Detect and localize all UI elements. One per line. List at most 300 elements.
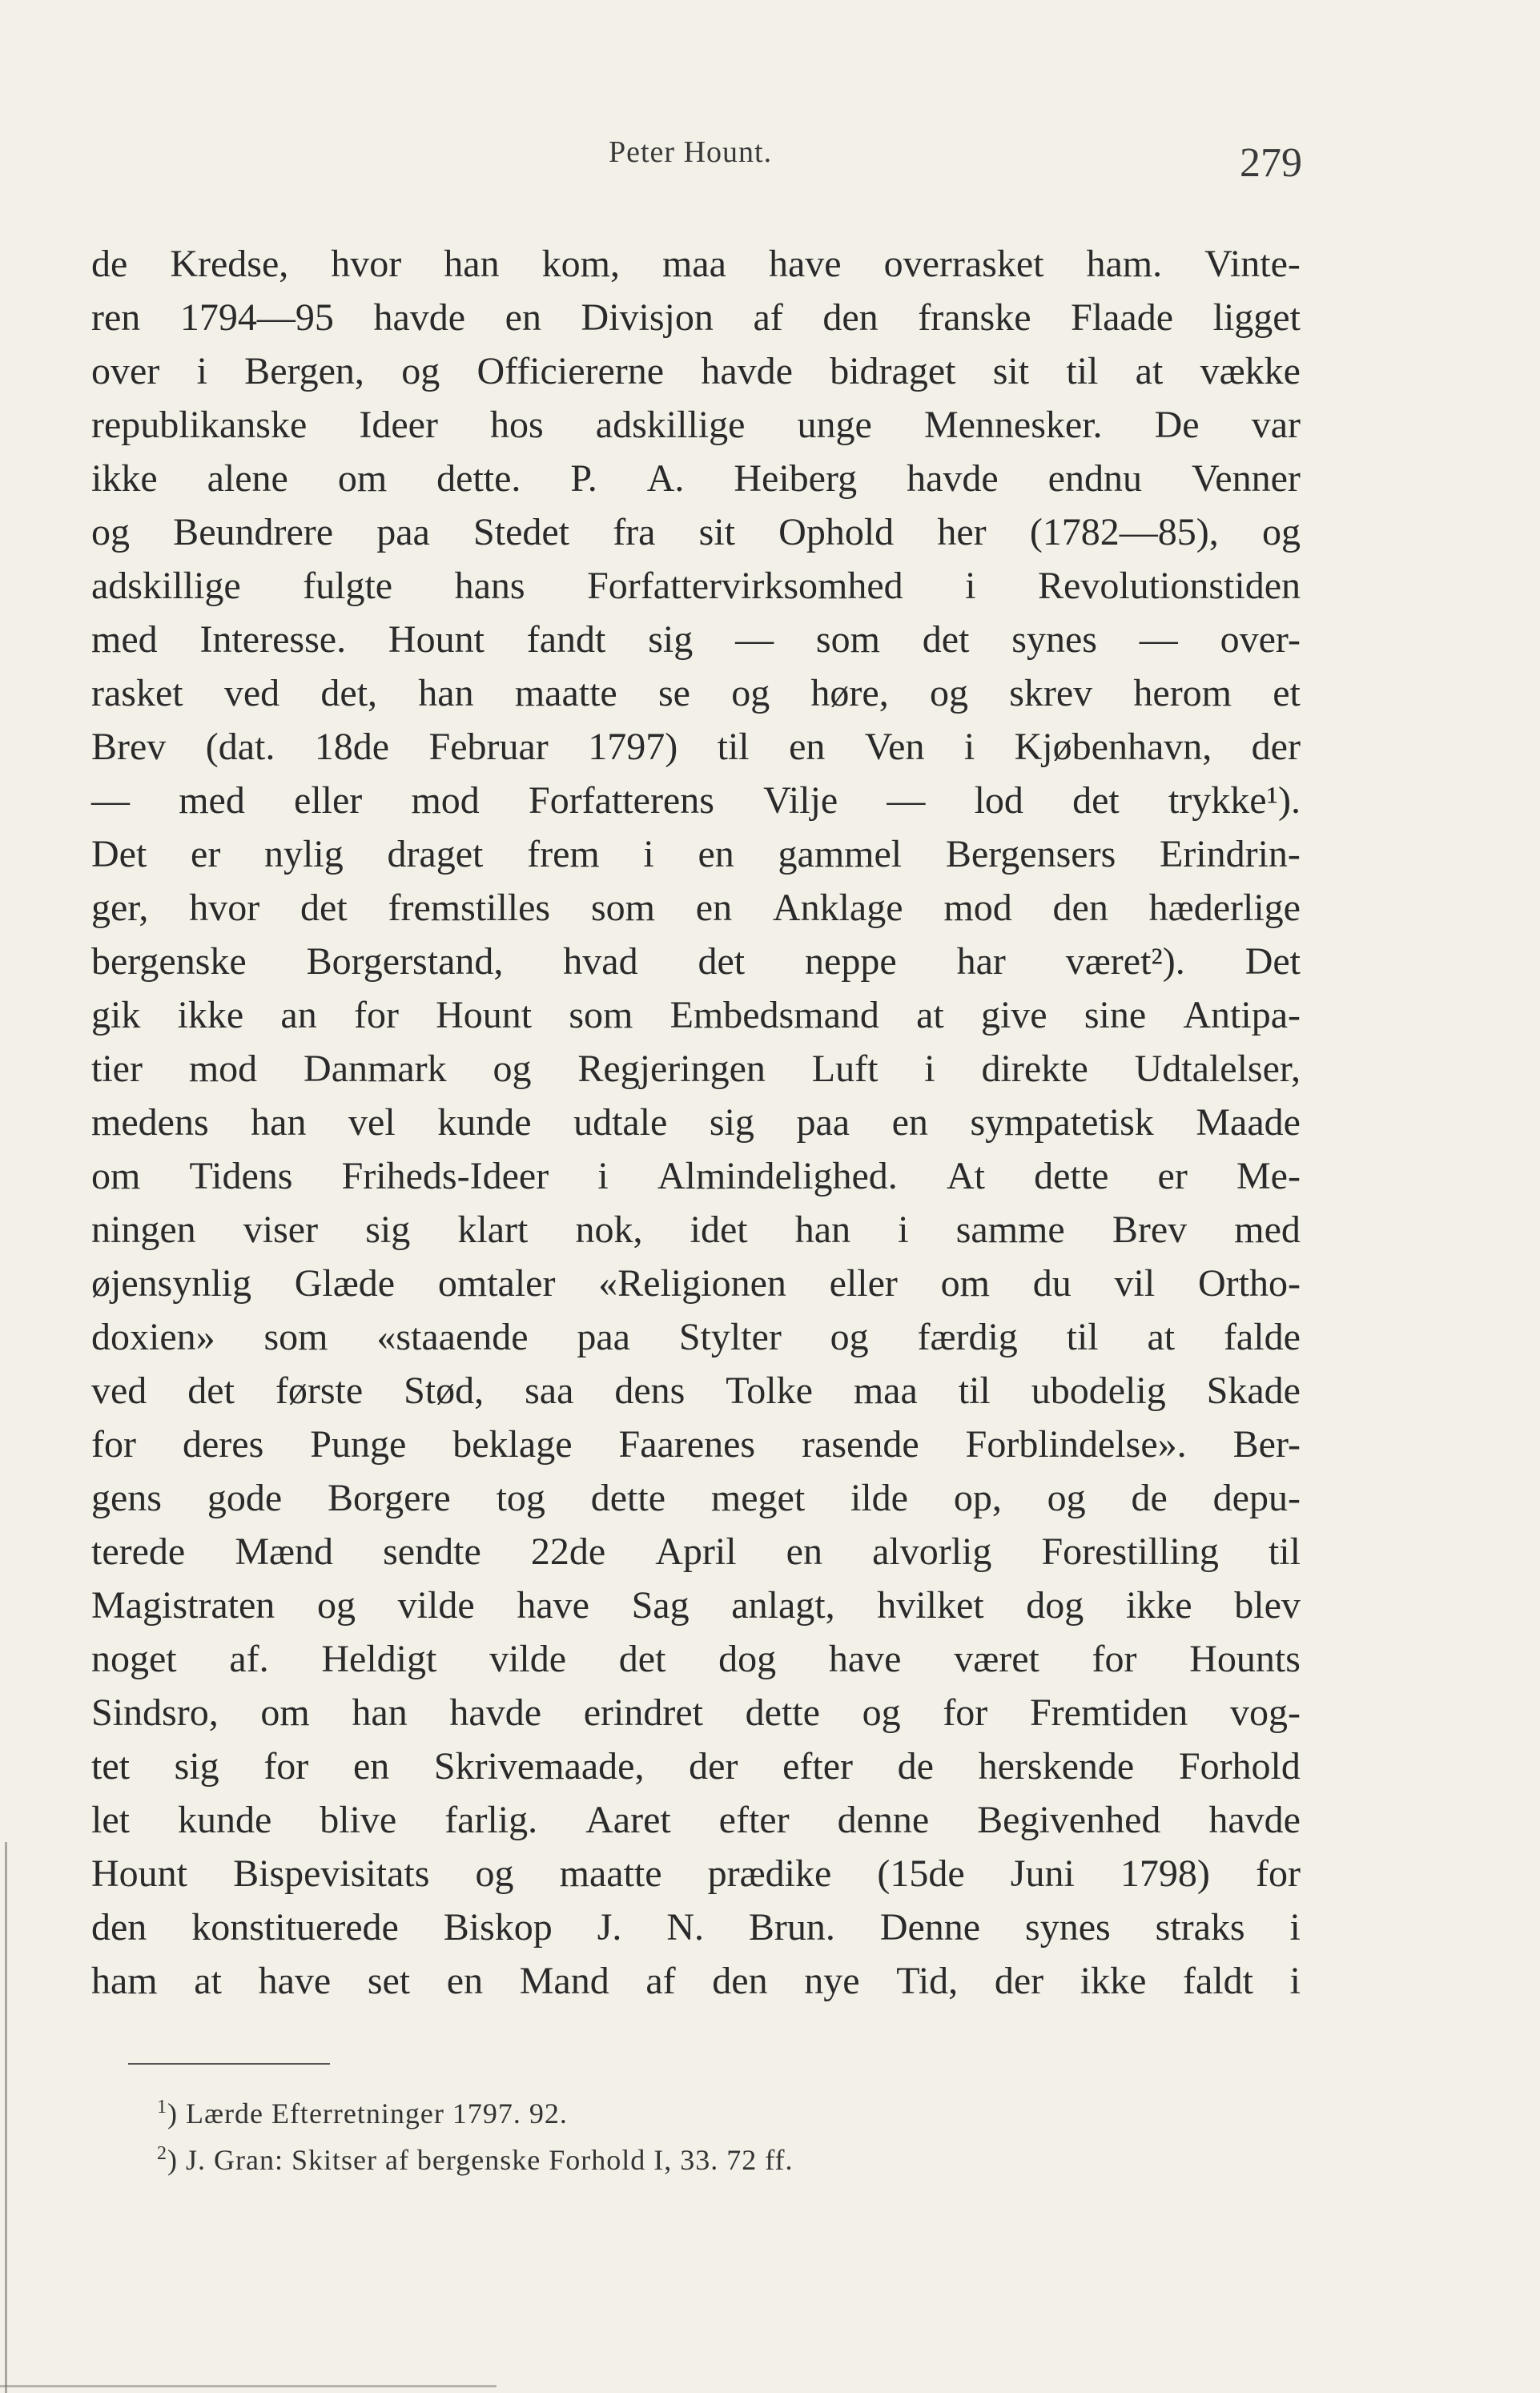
text-line	[91, 398, 1301, 452]
word: Heldigt	[321, 1638, 437, 1680]
word: den	[1052, 887, 1108, 929]
text-line	[91, 559, 1301, 613]
word: og	[401, 350, 440, 392]
text-line	[91, 1149, 1301, 1203]
word: vel	[348, 1101, 396, 1144]
word: Erindrin-	[1159, 833, 1301, 875]
word: det	[1072, 779, 1120, 822]
word: sit	[992, 350, 1030, 392]
word: ningen	[91, 1209, 196, 1251]
word: vilde	[489, 1638, 567, 1680]
word: —	[887, 779, 926, 822]
word: havde	[373, 296, 466, 339]
word: Friheds-Ideer	[341, 1155, 549, 1197]
word: som	[815, 618, 880, 661]
word: til	[1066, 350, 1099, 392]
word: Revolutionstiden	[1038, 565, 1301, 607]
word: Luft	[811, 1048, 879, 1090]
word: og	[830, 1316, 869, 1358]
word: Brun.	[748, 1906, 835, 1949]
word: viser	[243, 1209, 319, 1251]
text-line	[91, 1203, 1301, 1257]
word: falde	[1223, 1316, 1301, 1358]
footnote-marker: 1	[157, 2097, 167, 2118]
word: været²).	[1065, 940, 1185, 983]
word: i	[965, 565, 976, 607]
word: og	[1047, 1477, 1086, 1519]
text-line	[91, 1096, 1301, 1149]
word: —	[1139, 618, 1178, 661]
word: med	[91, 618, 158, 661]
word: Mand	[519, 1960, 609, 2002]
word: Mennesker.	[923, 404, 1103, 446]
text-line	[91, 827, 1301, 881]
word: Venner	[1191, 457, 1301, 500]
word: dette	[590, 1477, 666, 1519]
word: som	[569, 994, 633, 1036]
word: dog	[718, 1638, 777, 1680]
word: i	[1289, 1906, 1301, 1949]
word: De	[1154, 404, 1200, 446]
word: dog	[1026, 1584, 1084, 1627]
word: omtaler	[437, 1262, 556, 1305]
word: havde	[907, 457, 999, 500]
word: ilde	[850, 1477, 908, 1519]
word: Almindelighed.	[657, 1155, 898, 1197]
word: gens	[91, 1477, 162, 1519]
word: depu-	[1212, 1477, 1301, 1519]
word: blive	[320, 1799, 397, 1841]
word: til	[958, 1369, 991, 1412]
word: vække	[1200, 350, 1301, 392]
word: bidraget	[830, 350, 956, 392]
word: hos	[490, 404, 544, 446]
word: eller	[294, 779, 363, 822]
text-line	[91, 237, 1301, 291]
word: med	[1234, 1209, 1301, 1251]
word: et	[1273, 672, 1301, 714]
word: her	[937, 511, 987, 553]
word: A.	[646, 457, 685, 500]
word: set	[367, 1960, 411, 2002]
word: neppe	[805, 940, 897, 983]
word: Stylter	[678, 1316, 782, 1358]
word: færdig	[917, 1316, 1018, 1358]
word: rasende	[802, 1423, 919, 1466]
word: de	[897, 1745, 934, 1788]
word: Flaade	[1071, 296, 1174, 339]
word: for	[91, 1423, 136, 1466]
word: en	[698, 833, 734, 875]
word: mod	[943, 887, 1012, 929]
word: for	[353, 994, 399, 1036]
word: af	[753, 296, 783, 339]
word: ren	[91, 296, 141, 339]
word: Ven	[864, 726, 925, 768]
word: Det	[91, 833, 147, 875]
word: ubodelig	[1031, 1369, 1166, 1412]
word: draget	[387, 833, 484, 875]
word: til	[1268, 1530, 1301, 1573]
word: han	[251, 1101, 307, 1144]
word: for	[1255, 1852, 1301, 1895]
text-line	[91, 505, 1301, 559]
word: «Religionen	[598, 1262, 786, 1305]
word: sympatetisk	[970, 1101, 1154, 1144]
word: kunde	[437, 1101, 532, 1144]
word: dette.	[436, 457, 521, 500]
word: «staaende	[376, 1316, 529, 1358]
word: endnu	[1047, 457, 1142, 500]
word: af	[645, 1960, 676, 2002]
word: nylig	[264, 833, 344, 875]
word: republikanske	[91, 404, 308, 446]
running-head	[0, 135, 1540, 186]
word: eller	[829, 1262, 898, 1305]
word: overrasket	[883, 243, 1044, 285]
word: Hounts	[1189, 1638, 1301, 1680]
word: have	[517, 1584, 589, 1627]
word: denne	[837, 1799, 930, 1841]
text-line	[91, 291, 1301, 344]
word: vog-	[1229, 1691, 1301, 1734]
word: i	[963, 726, 975, 768]
word: er	[1157, 1155, 1188, 1197]
word: over-	[1220, 618, 1301, 661]
word: ikke	[177, 994, 244, 1036]
word: Hount	[91, 1852, 187, 1895]
word: sig	[648, 618, 694, 661]
word: skrev	[1009, 672, 1093, 714]
footnote	[157, 2137, 1198, 2183]
word: Sindsro,	[91, 1691, 219, 1734]
page-bottom-edge	[0, 2385, 497, 2387]
text-line	[91, 452, 1301, 505]
word: have	[828, 1638, 902, 1680]
word: han	[418, 672, 474, 714]
word: Me-	[1236, 1155, 1301, 1197]
word: ham	[91, 1960, 158, 2002]
word: Udtalelser,	[1134, 1048, 1301, 1090]
word: tog	[496, 1477, 545, 1519]
page-number: 279	[1240, 140, 1302, 186]
word: Hount	[436, 994, 533, 1036]
word: Ortho-	[1197, 1262, 1301, 1305]
text-line	[91, 1579, 1301, 1632]
word: tier	[91, 1048, 143, 1090]
word: Forfattervirksomhed	[587, 565, 903, 607]
word: Divisjon	[581, 296, 714, 339]
word: sig	[174, 1745, 219, 1788]
word: Juni	[1010, 1852, 1075, 1895]
word: øjensynlig	[91, 1262, 251, 1305]
word: an	[280, 994, 317, 1036]
word: paa	[796, 1101, 850, 1144]
word: Heiberg	[734, 457, 858, 500]
word: at	[1147, 1316, 1176, 1358]
word: Magistraten	[91, 1584, 275, 1627]
word: Forblindelse».	[965, 1423, 1187, 1466]
word: sine	[1084, 994, 1147, 1036]
word: Skade	[1206, 1369, 1301, 1412]
word: Faarenes	[618, 1423, 756, 1466]
word: Bergen,	[244, 350, 364, 392]
word: der	[994, 1960, 1044, 2002]
word: dens	[614, 1369, 686, 1412]
word: Ideer	[359, 404, 438, 446]
word: doxien»	[91, 1316, 215, 1358]
word: ikke	[1080, 1960, 1147, 2002]
word: saa	[525, 1369, 574, 1412]
word: om	[260, 1691, 310, 1734]
word: den	[91, 1906, 147, 1949]
word: i	[597, 1155, 609, 1197]
word: det	[300, 887, 348, 929]
word: idet	[690, 1209, 748, 1251]
word: samme	[955, 1209, 1065, 1251]
word: give	[980, 994, 1047, 1036]
word: dette	[745, 1691, 820, 1734]
text-line	[91, 1686, 1301, 1739]
word: fandt	[526, 618, 606, 661]
word: klart	[457, 1209, 529, 1251]
word: Embedsmand	[669, 994, 879, 1036]
word: i	[924, 1048, 935, 1090]
word: som	[590, 887, 655, 929]
word: farlig.	[444, 1799, 538, 1841]
word: adskillige	[91, 565, 241, 607]
word: og	[862, 1691, 901, 1734]
word: der	[1251, 726, 1301, 768]
word: beklage	[452, 1423, 573, 1466]
word: meget	[710, 1477, 806, 1519]
word: af.	[229, 1638, 269, 1680]
word: —	[735, 618, 774, 661]
word: Antipa-	[1183, 994, 1301, 1036]
word: 1797)	[588, 726, 678, 768]
word: har	[956, 940, 1006, 983]
word: over	[91, 350, 160, 392]
word: tet	[91, 1745, 130, 1788]
word: Beundrere	[173, 511, 334, 553]
word: Det	[1244, 940, 1301, 983]
text-line	[91, 344, 1301, 398]
word: sit	[698, 511, 735, 553]
word: udtale	[573, 1101, 668, 1144]
word: ligget	[1212, 296, 1301, 339]
word: have	[258, 1960, 332, 2002]
text-line	[91, 1739, 1301, 1793]
word: alvorlig	[872, 1530, 992, 1573]
word: 18de	[314, 726, 390, 768]
text-line	[91, 1525, 1301, 1579]
word: straks	[1155, 1906, 1245, 1949]
word: Brev	[91, 726, 167, 768]
body-text	[91, 237, 1301, 2008]
word: hans	[454, 565, 525, 607]
word: faldt	[1183, 1960, 1253, 2002]
text-line	[91, 1793, 1301, 1847]
word: Ber-	[1232, 1423, 1301, 1466]
word: den	[712, 1960, 768, 2002]
word: franske	[918, 296, 1031, 339]
word: han	[352, 1691, 408, 1734]
word: maatte	[514, 672, 617, 714]
word: (1782—85),	[1029, 511, 1219, 553]
word: vilde	[397, 1584, 475, 1627]
word: sendte	[383, 1530, 481, 1573]
word: det	[187, 1369, 235, 1412]
word: erindret	[583, 1691, 703, 1734]
word: at	[1135, 350, 1164, 392]
word: han	[794, 1209, 851, 1251]
footnote-marker: 2	[157, 2143, 167, 2164]
word: havde	[449, 1691, 542, 1734]
word: kunde	[177, 1799, 272, 1841]
word: første	[275, 1369, 364, 1412]
word: synes	[1025, 1906, 1111, 1949]
word: Borgerstand,	[306, 940, 504, 983]
word: at	[194, 1960, 222, 2002]
word: en	[789, 726, 826, 768]
word: adskillige	[595, 404, 746, 446]
word: Skrivemaade,	[433, 1745, 645, 1788]
text-line	[91, 613, 1301, 666]
word: synes	[1011, 618, 1097, 661]
word: Bispevisitats	[233, 1852, 430, 1895]
word: 1794—95	[179, 296, 334, 339]
word: Anklage	[772, 887, 903, 929]
word: de	[91, 243, 128, 285]
word: alene	[207, 457, 288, 500]
word: og	[316, 1584, 356, 1627]
word: maa	[853, 1369, 918, 1412]
word: (15de	[877, 1852, 965, 1895]
word: Forfatterens	[529, 779, 714, 822]
word: havde	[1208, 1799, 1301, 1841]
word: han	[444, 243, 500, 285]
word: nye	[804, 1960, 860, 2002]
word: mod	[411, 779, 480, 822]
footnote-divider	[128, 2063, 330, 2065]
word: og	[493, 1048, 532, 1090]
word: nok,	[575, 1209, 643, 1251]
word: Forestilling	[1041, 1530, 1219, 1573]
footnote-text: ) J. Gran: Skitser af bergenske Forhold I, 33. 72 ff.	[167, 2144, 794, 2176]
word: hvilket	[877, 1584, 984, 1627]
text-line	[91, 1364, 1301, 1418]
word: ham.	[1086, 243, 1163, 285]
word: høre,	[810, 672, 889, 714]
text-line	[91, 1900, 1301, 1954]
footnote	[157, 2090, 1198, 2137]
word: Glæde	[294, 1262, 396, 1305]
word: prædike	[707, 1852, 832, 1895]
text-line	[91, 774, 1301, 827]
word: du	[1032, 1262, 1072, 1305]
word: frem	[527, 833, 600, 875]
word: fremstilles	[388, 887, 551, 929]
word: havde	[701, 350, 793, 392]
word: (dat.	[205, 726, 275, 768]
word: var	[1251, 404, 1301, 446]
word: rasket	[91, 672, 183, 714]
word: den	[822, 296, 879, 339]
word: i	[898, 1209, 909, 1251]
word: lod	[974, 779, 1023, 822]
word: hvor	[189, 887, 260, 929]
footnote-text: ) Lærde Efterretninger 1797. 92.	[167, 2097, 568, 2130]
text-line	[91, 1847, 1301, 1900]
text-line	[91, 1954, 1301, 2008]
word: er	[191, 833, 221, 875]
word: en	[352, 1745, 390, 1788]
word: sig	[365, 1209, 411, 1251]
word: direkte	[981, 1048, 1088, 1090]
word: 1798)	[1120, 1852, 1210, 1895]
word: Hount	[388, 618, 485, 661]
word: N.	[666, 1906, 704, 1949]
word: Borgere	[327, 1477, 451, 1519]
word: efter	[782, 1745, 854, 1788]
word: se	[657, 672, 690, 714]
word: for	[1092, 1638, 1137, 1680]
word: en	[446, 1960, 484, 2002]
text-line	[91, 988, 1301, 1042]
word: hvor	[331, 243, 402, 285]
word: gik	[91, 994, 141, 1036]
word: det,	[320, 672, 378, 714]
text-line	[91, 1042, 1301, 1096]
word: i	[196, 350, 207, 392]
word: for	[263, 1745, 309, 1788]
word: med	[179, 779, 245, 822]
word: ved	[91, 1369, 147, 1412]
word: Punge	[310, 1423, 407, 1466]
word: Tolke	[726, 1369, 813, 1412]
word: Interesse.	[199, 618, 347, 661]
word: om	[940, 1262, 991, 1305]
word: April	[655, 1530, 737, 1573]
word: i	[643, 833, 654, 875]
word: Aaret	[585, 1799, 671, 1841]
word: sig	[709, 1101, 754, 1144]
word: Februar	[428, 726, 549, 768]
word: ved	[223, 672, 280, 714]
word: —	[91, 779, 130, 822]
word: kom,	[541, 243, 620, 285]
word: blev	[1234, 1584, 1301, 1627]
word: for	[943, 1691, 988, 1734]
word: Maade	[1196, 1101, 1301, 1144]
word: der	[689, 1745, 738, 1788]
word: mod	[188, 1048, 258, 1090]
text-line	[91, 720, 1301, 774]
word: Brev	[1112, 1209, 1188, 1251]
word: op,	[953, 1477, 1002, 1519]
word: en	[505, 296, 541, 339]
word: Kjøbenhavn,	[1014, 726, 1212, 768]
word: om	[337, 457, 388, 500]
text-line	[91, 1471, 1301, 1525]
word: til	[717, 726, 750, 768]
word: en	[786, 1530, 822, 1573]
running-title: Peter Hount.	[609, 135, 773, 169]
word: terede	[91, 1530, 186, 1573]
word: At	[946, 1155, 985, 1197]
word: deres	[182, 1423, 264, 1466]
word: fulgte	[303, 565, 393, 607]
